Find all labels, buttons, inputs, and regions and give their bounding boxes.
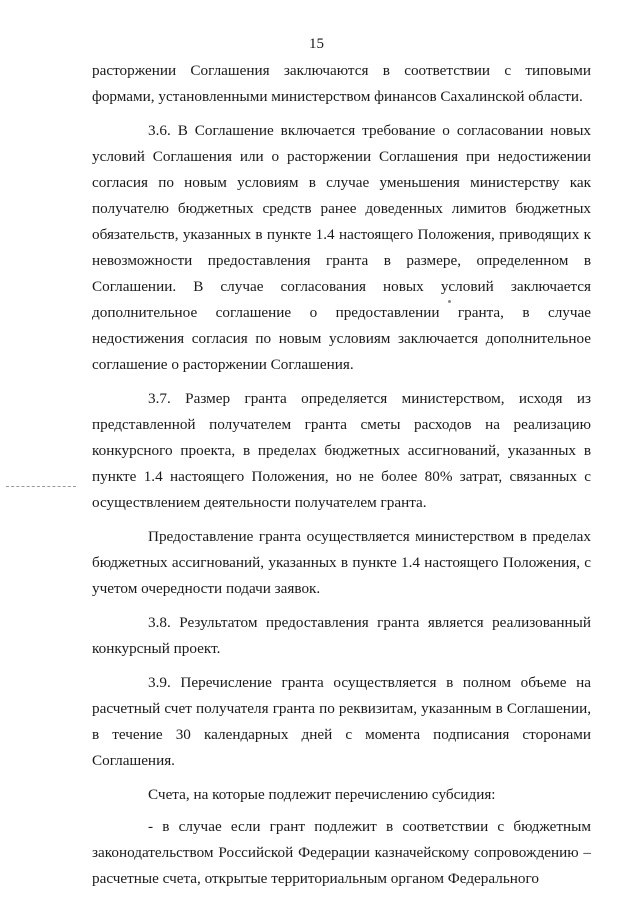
paragraph-3-9: 3.9. Перечисление гранта осуществляется в полном объеме на расчетный счет получателя гранта по реквизитам, указанным в Соглашении, в течение 30 календарных дней с момента подписания сторонами Соглашения.: [92, 674, 591, 769]
paragraph-accounts-item: - в случае если грант подлежит в соответствии с бюджетным законодательством Российской Федерации казначейскому сопровождению – расчетные счета, открытые территориальным органом Федерального: [92, 818, 591, 887]
margin-scan-mark: [6, 486, 76, 487]
paragraph-3-8: 3.8. Результатом предоставления гранта является реализованный конкурсный проект.: [92, 614, 591, 657]
paragraph-3-7: 3.7. Размер гранта определяется министерством, исходя из представленной получателем гранта сметы расходов на реализацию конкурсного проекта, в пределах бюджетных ассигнований, указанных в пункте 1.4 настоящего Положения, но не более 80% затрат, связанных с осуществлением деятельности получателем гранта.: [92, 390, 591, 511]
paragraph-continuation: расторжении Соглашения заключаются в соответствии с типовыми формами, установленными министерством финансов Сахалинской области.: [92, 62, 591, 105]
page-number: 15: [309, 36, 324, 52]
paragraph-3-6: 3.6. В Соглашение включается требование о согласовании новых условий Соглашения или о расторжении Соглашения при недостижении согласия по новым условиям в случае уменьшения министерству как получателю бюджетных средств ранее доведенных лимитов бюджетных обязательств, указанных в пункте 1.4 настоящего Положения, приводящих к невозможности предоставления гранта в размере, определенном в Соглашении. В случае согласования новых условий заключается дополнительное соглашение о предоставлении гранта, в случае недостижения согласия по новым условиям заключается дополнительное соглашение о расторжении Соглашения.: [92, 122, 591, 373]
paragraph-accounts-heading: Счета, на которые подлежит перечислению субсидия:: [148, 786, 496, 803]
paragraph-grant-provision: Предоставление гранта осуществляется министерством в пределах бюджетных ассигнований, указанных в пункте 1.4 настоящего Положения, с учетом очередности подачи заявок.: [92, 528, 591, 597]
document-body: [92, 58, 591, 900]
